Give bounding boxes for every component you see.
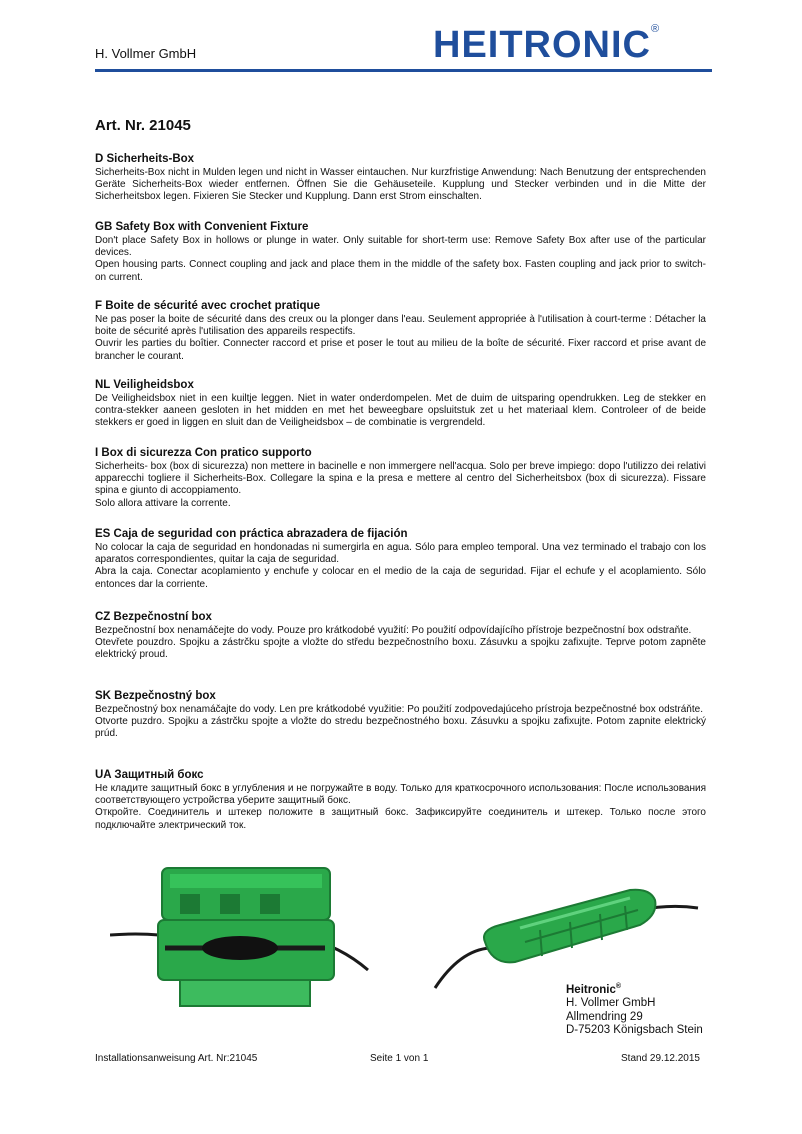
section-title: UA Защитный бокс xyxy=(95,769,204,781)
footer-document-name: Installationsanweisung Art. Nr:21045 xyxy=(95,1053,258,1064)
section-title: CZ Bezpečnostní box xyxy=(95,611,212,623)
section-sk xyxy=(95,689,706,741)
section-it xyxy=(95,446,706,510)
section-text: Open housing parts. Connect coupling and jack and place them in the middle of the safety box. Fasten coupling and jack prior to switch-on current. xyxy=(95,259,706,283)
section-title: ES Caja de seguridad con práctica abrazadera de fijación xyxy=(95,528,408,540)
address-block xyxy=(566,980,703,1038)
logo-text: HEITRONIC xyxy=(433,24,651,66)
section-text: Don't place Safety Box in hollows or plunge in water. Only suitable for short-term use: Remove Safety Box after use of the particular devices. xyxy=(95,235,706,259)
section-text: Abra la caja. Conectar acoplamiento y enchufe y colocar en el medio de la caja de seguridad. Fijar el echufe y el acoplamiento. Sólo entonces dar la corriente. xyxy=(95,566,706,590)
section-es xyxy=(95,527,706,591)
footer-date: Stand 29.12.2015 xyxy=(621,1053,700,1064)
section-gb xyxy=(95,220,706,284)
address-city: D-75203 Königsbach Stein xyxy=(566,1024,703,1037)
section-title: SK Bezpečnostný box xyxy=(95,690,216,702)
address-brand: Heitronic® xyxy=(566,983,622,996)
section-title: NL Veiligheidsbox xyxy=(95,379,194,391)
section-text: Otvorte puzdro. Spojku a zástrčku spojte a vložte do stredu bezpečnostného boxu. Zásuvku a spojku zafixujte. Potom zapnite elektrický prúd. xyxy=(95,716,706,740)
section-text: Bezpečnostní box nenamáčejte do vody. Pouze pro krátkodobé využití: Po použití odpovídajícího přístroje bezpečnostní box odstraňte. xyxy=(95,625,692,636)
address-street: Allmendring 29 xyxy=(566,1010,643,1023)
section-text: Sicherheits- box (box di sicurezza) non mettere in bacinelle e non immergere nell'acqua. Solo per breve impiego: dopo l'utilizzo dei relativi apparecchi togliere il Sicherheits-Box. Collegare la spina e la presa e mettere al centro del Sicherheitsbox (box di sicurezza). Fissare spina e giunto di accoppiamento. xyxy=(95,461,706,497)
section-ua xyxy=(95,768,706,832)
section-text: Sicherheits-Box nicht in Mulden legen und nicht in Wasser eintauchen. Nur kurzfristige Anwendung: Nach Benutzung der entsprechenden Geräte Sicherheits-Box wieder entfernen. Öffnen Sie die Gehäuseteile. Kupplung und Stecker verbinden und in die Mitte der Sicherheitsbox legen. Fixieren Sie Stecker und Kupplung. Dann erst Strom einschalten. xyxy=(95,167,706,203)
section-nl xyxy=(95,378,706,430)
company-name: H. Vollmer GmbH xyxy=(95,46,197,61)
logo-registered-mark: ® xyxy=(651,23,661,35)
address-company: H. Vollmer GmbH xyxy=(566,997,656,1010)
section-de xyxy=(95,152,706,204)
section-text: Otevřete pouzdro. Spojku a zástrčku spojte a vložte do středu bezpečnostního boxu. Zásuvku a spojku zafixujte. Teprve potom zapněte elektrický proud. xyxy=(95,637,706,661)
section-text: Ne pas poser la boite de sécurité dans des creux ou la plonger dans l'eau. Seulement appropriée à l'utilisation à court-terme : Détacher la boite de sécurité après l'utilisation des appareils respectifs. xyxy=(95,314,706,338)
heitronic-logo xyxy=(433,23,661,66)
section-text: Ouvrir les parties du boîtier. Connecter raccord et prise et poser le tout au milieu de la boîte de sécurité. Fixer raccord et prise avant de brancher le courant. xyxy=(95,338,706,362)
section-title: F Boite de sécurité avec crochet pratique xyxy=(95,300,320,312)
closed-safety-box-image xyxy=(430,870,700,990)
section-cz xyxy=(95,610,706,662)
section-text: Solo allora attivare la corrente. xyxy=(95,497,231,509)
section-text: No colocar la caja de seguridad en hondonadas ni sumergirla en agua. Sólo para empleo temporal. Una vez terminado el trabajo con los aparatos correspondientes, quitar la caja de seguridad. xyxy=(95,542,706,566)
section-text: De Veiligheidsbox niet in een kuiltje leggen. Niet in water onderdompelen. Met de duim de uitsparing opendrukken. Leg de stekker en contra-stekker aaneen gesloten in het midden en met het beweegbare opsluitstuk zet u het materiaal klem. Controleer of de beide stekkers er goed in liggen en sluit dan de Veiligheidsbox – de combinatie is vergrendeld. xyxy=(95,393,706,429)
section-title: D Sicherheits-Box xyxy=(95,153,195,165)
section-text: Bezpečnostný box nenamáčajte do vody. Len pre krátkodobé využitie: Po použití zodpovedajúceho prístroja bezpečnostné box odstráňte. xyxy=(95,704,703,715)
section-fr xyxy=(95,299,706,363)
article-title: Art. Nr. 21045 xyxy=(95,117,191,134)
open-safety-box-image xyxy=(110,860,370,1020)
footer-page-number: Seite 1 von 1 xyxy=(370,1053,429,1064)
section-title: GB Safety Box with Convenient Fixture xyxy=(95,221,309,233)
header-rule xyxy=(95,69,712,72)
section-title: I Box di sicurezza Con pratico supporto xyxy=(95,447,312,459)
section-text: Не кладите защитный бокс в углубления и не погружайте в воду. Только для краткосрочного использования: После использования соответствующего устройства уберите защитный бокс. xyxy=(95,783,706,807)
section-text: Откройте. Соединитель и штекер положите в защитный бокс. Зафиксируйте соединитель и штекер. Только после этого подключайте электрический ток. xyxy=(95,807,706,831)
